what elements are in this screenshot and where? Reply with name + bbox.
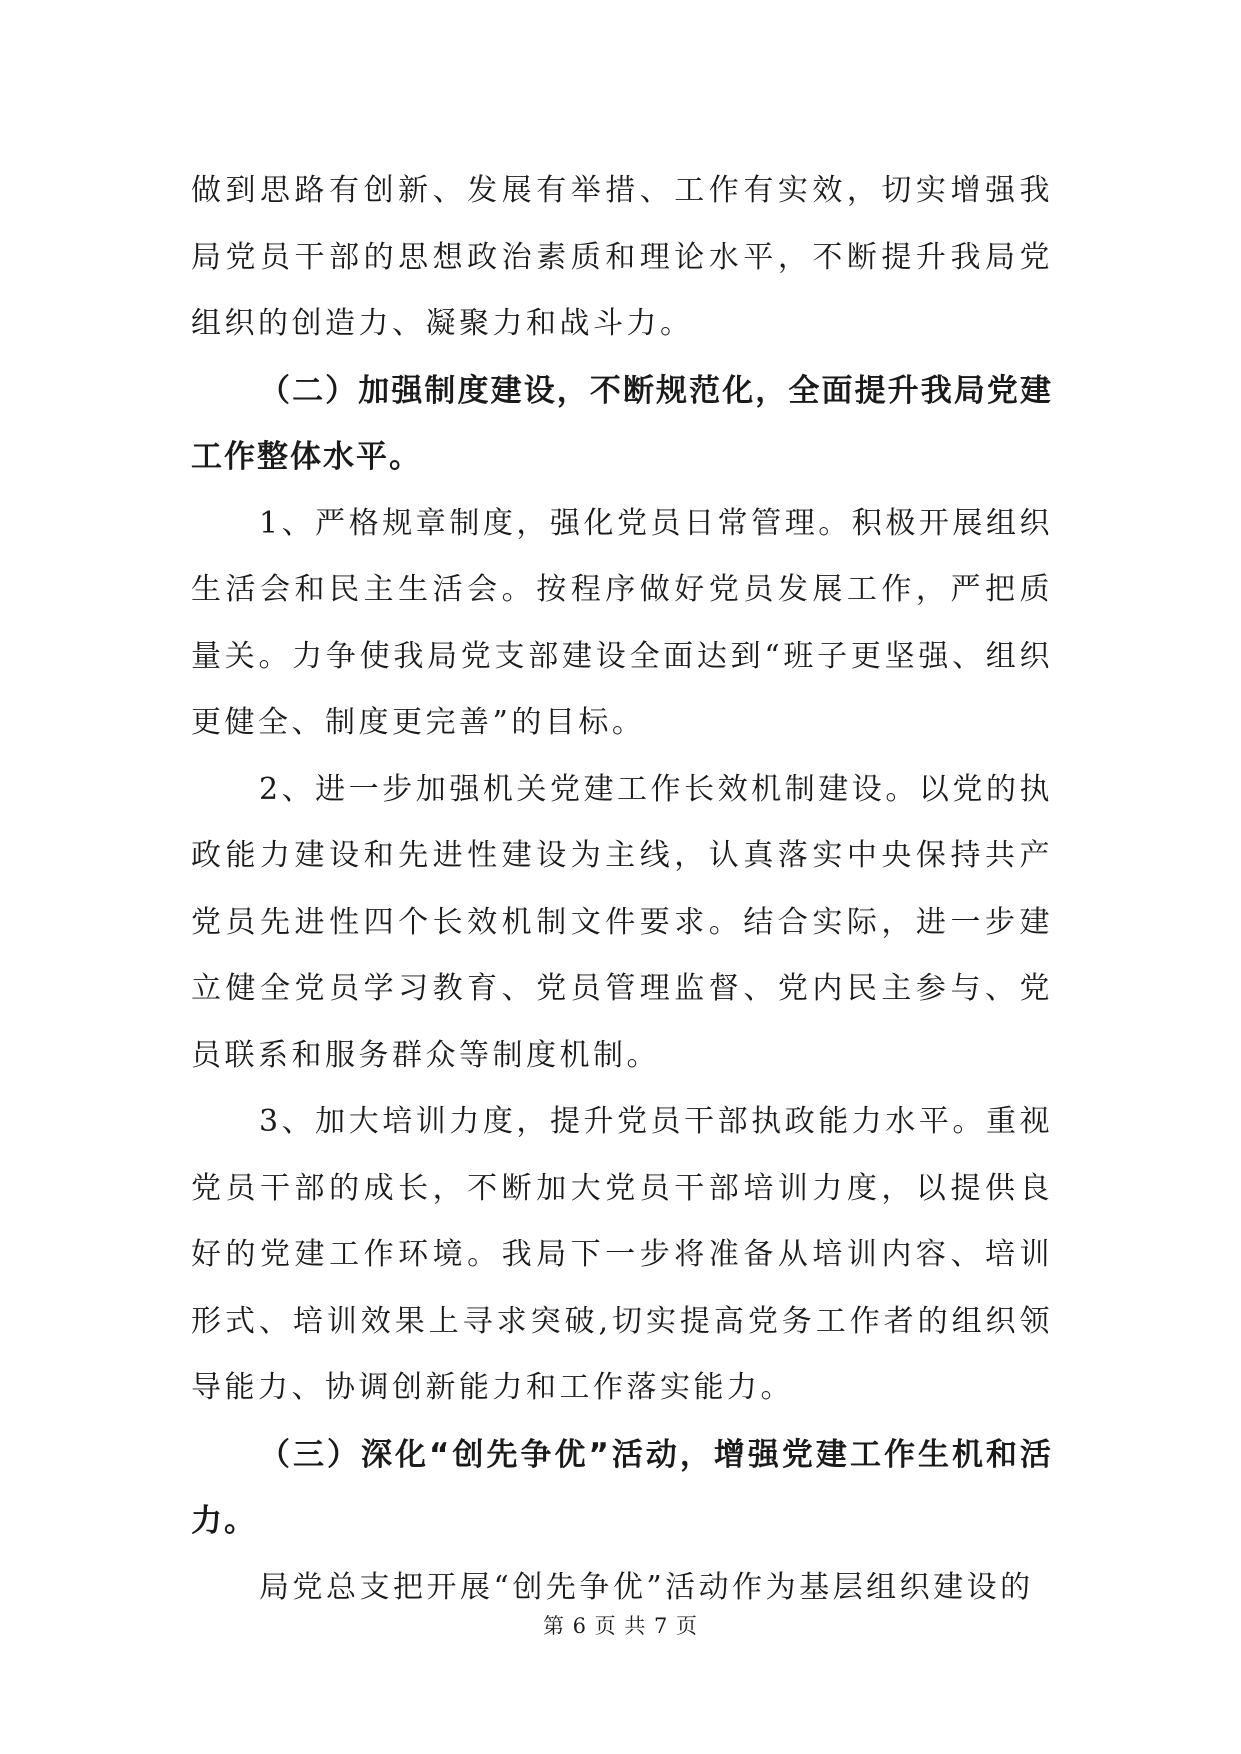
paragraph-section-3-intro: 局党总支把开展“创先争优”活动作为基层组织建设的 — [259, 1569, 1034, 1605]
paragraph-item-2: 2、进一步加强机关党建工作长效机制建设。以党的执政能力建设和先进性建设为主线，认真落实中央保持共产党员先进性四个长效机制文件要求。结合实际，进一步建立健全党员学习教育、党员管理监督、党内民主参与、党员联系和服务群众等制度机制。 — [191, 771, 1053, 1073]
section-heading-2: （二）加强制度建设，不断规范化，全面提升我局党建工作整体水平。 — [191, 372, 1053, 475]
paragraph-item-3: 3、加大培训力度，提升党员干部执政能力水平。重视党员干部的成长，不断加大党员干部培训力度，以提供良好的党建工作环境。我局下一步将准备从培训内容、培训形式、培训效果上寻求突破,切实提高党务工作者的组织领导能力、协调创新能力和工作落实能力。 — [191, 1104, 1053, 1405]
section-heading-3: （三）深化“创先争优”活动，增强党建工作生机和活力。 — [191, 1436, 1053, 1539]
page-number-footer: 第 6 页 共 7 页 — [542, 1614, 699, 1638]
paragraph-continuation: 做到思路有创新、发展有举措、工作有实效，切实增强我局党员干部的思想政治素质和理论水平，不断提升我局党组织的创造力、凝聚力和战斗力。 — [191, 173, 1053, 341]
paragraph-item-1: 1、严格规章制度，强化党员日常管理。积极开展组织生活会和民主生活会。按程序做好党员发展工作，严把质量关。力争使我局党支部建设全面达到“班子更坚强、组织更健全、制度更完善”的目标。 — [191, 505, 1053, 740]
document-body — [191, 158, 1053, 1621]
